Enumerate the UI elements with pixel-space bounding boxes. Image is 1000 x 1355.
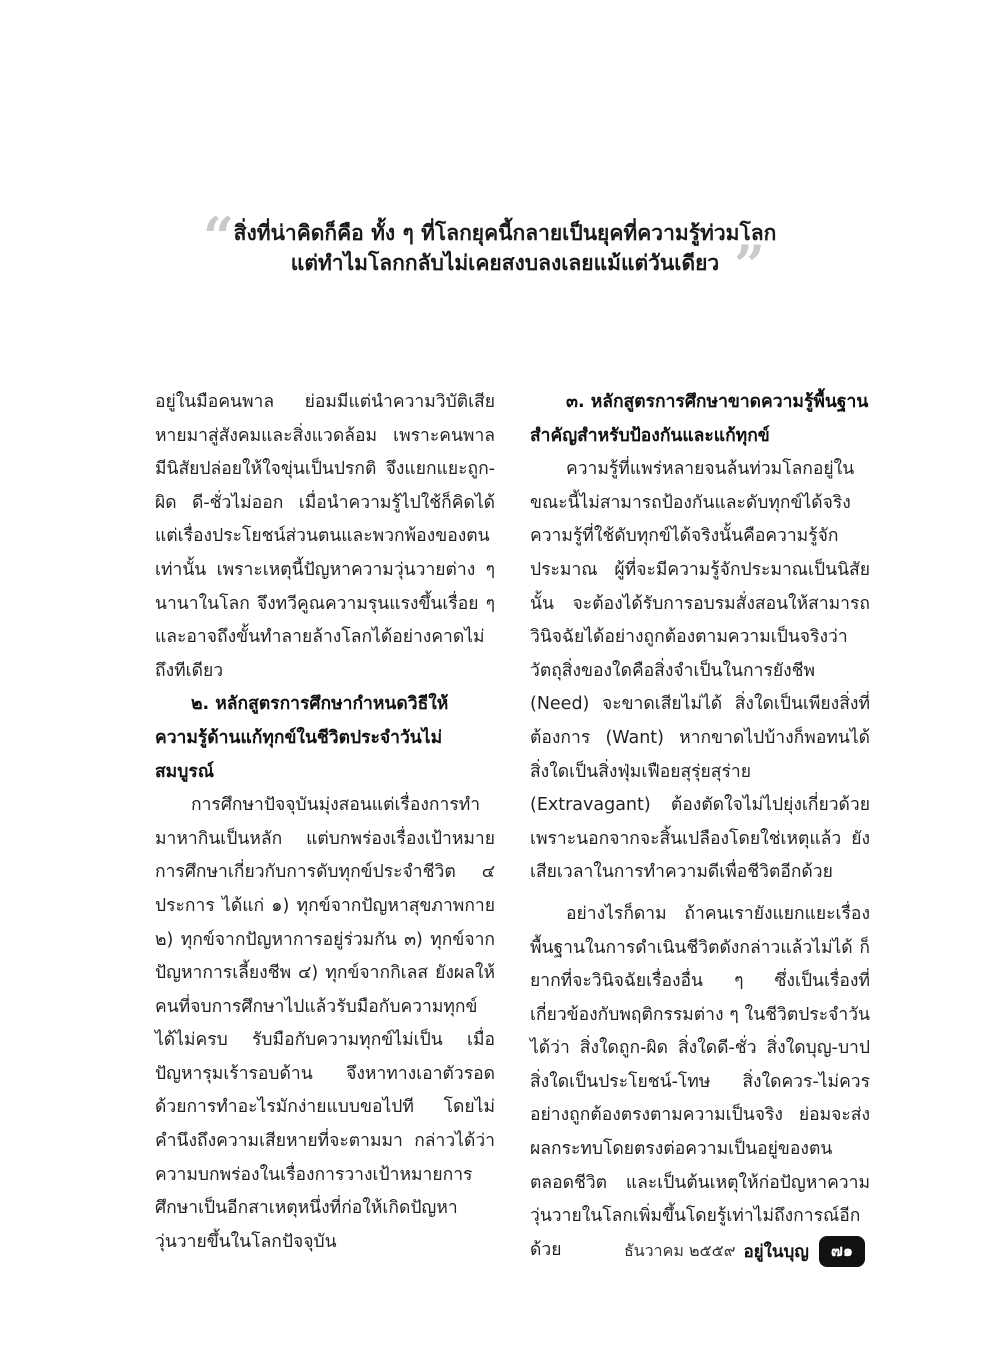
pull-quote-line-1: สิ่งที่น่าคิดก็คือ ทั้ง ๆ ที่โลกยุคนี้กลายเป็นยุคที่ความรู้ท่วมโลก: [233, 221, 777, 245]
section-2-heading: [155, 688, 495, 789]
page-footer: [560, 1233, 865, 1269]
close-quote-mark: ”: [733, 233, 765, 297]
issue-date: ธันวาคม ๒๕๕๙: [623, 1240, 736, 1260]
pull-quote-line-2-text: แต่ทำไมโลกกลับไม่เคยสงบลงเลยแม้แต่วันเดียว: [290, 251, 720, 275]
open-quote-mark: “: [203, 205, 235, 269]
page-number: ๗๑: [819, 1236, 865, 1267]
section-3-heading-line-1: ๓. หลักสูตรการศึกษาขาดความรู้พื้นฐาน: [566, 392, 869, 412]
pull-quote: [195, 205, 815, 297]
left-paragraph-2: การศึกษาปัจจุบันมุ่งสอนแต่เรื่องการทำมาหากินเป็นหลัก แต่บกพร่องเรื่องเป้าหมายการศึกษาเกี่ยวกับการดับทุกข์ประจำชีวิต ๔ ประการ ได้แก่ ๑) ทุกข์จากปัญหาสุขภาพกาย ๒) ทุกข์จากปัญหาการอยู่ร่วมกัน ๓) ทุกข์จากปัญหาการเลี้ยงชีพ ๔) ทุกข์จากกิเลส ยังผลให้คนที่จบการศึกษาไปแล้วรับมือกับความทุกข์ได้ไม่ครบ รับมือกับความทุกข์ไม่เป็น เมื่อปัญหารุมเร้ารอบด้าน จึงหาทางเอาตัวรอดด้วยการทำอะไรมักง่ายแบบขอไปที โดยไม่คำนึงถึงความเสียหายที่จะตามมา กล่าวได้ว่า ความบกพร่องในเรื่องการวางเป้าหมายการศึกษาเป็นอีกสาเหตุหนึ่งที่ก่อให้เกิดปัญหาวุ่นวายขึ้นในโลกปัจจุบัน: [155, 795, 495, 1252]
pull-quote-line-2: [195, 248, 815, 278]
magazine-name: อยู่ในบุญ: [743, 1241, 809, 1262]
section-3-heading: [530, 386, 870, 453]
left-column: [155, 386, 495, 1259]
section-3-heading-line-2: สำคัญสำหรับป้องกันและแก้ทุกข์: [530, 425, 770, 446]
right-paragraph-2: อย่างไรก็ดาม ถ้าคนเรายังแยกแยะเรื่องพื้นฐานในการดำเนินชีวิตดังกล่าวแล้วไม่ได้ ก็ยากที่จะวินิจฉัยเรื่องอื่น ๆ ซึ่งเป็นเรื่องที่เกี่ยวข้องกับพฤติกรรมต่าง ๆ ในชีวิตประจำวัน ได้ว่า สิ่งใดถูก-ผิด สิ่งใดดี-ชั่ว สิ่งใดบุญ-บาป สิ่งใดเป็นประโยชน์-โทษ สิ่งใดควร-ไม่ควร อย่างถูกต้องตรงตามความเป็นจริง ย่อมจะส่งผลกระทบโดยตรงต่อความเป็นอยู่ของตนตลอดชีวิต และเป็นต้นเหตุให้ก่อปัญหาความวุ่นวายในโลกเพิ่มขึ้นโดยรู้เท่าไม่ถึงการณ์อีกด้วย: [530, 903, 870, 1260]
right-column: [530, 386, 870, 1267]
paragraph-gap: [530, 890, 870, 898]
right-paragraph-1: ความรู้ที่แพร่หลายจนล้นท่วมโลกอยู่ในขณะนี้ไม่สามารถป้องกันและดับทุกข์ได้จริง ความรู้ที่ใช้ดับทุกข์ได้จริงนั้นคือความรู้จักประมาณ ผู้ที่จะมีความรู้จักประมาณเป็นนิสัยนั้น จะต้องได้รับการอบรมสั่งสอนให้สามารถวินิจฉัยได้อย่างถูกต้องตามความเป็นจริงว่า วัตถุสิ่งของใดคือสิ่งจำเป็นในการยังชีพ (Need) จะขาดเสียไม่ได้ สิ่งใดเป็นเพียงสิ่งที่ต้องการ (Want) หากขาดไปบ้างก็พอทนได้ สิ่งใดเป็นสิ่งฟุ่มเฟือยสุรุ่ยสุร่าย (Extravagant) ต้องตัดใจไม่ไปยุ่งเกี่ยวด้วย เพราะนอกจากจะสิ้นเปลืองโดยใช่เหตุแล้ว ยังเสียเวลาในการทำความดีเพื่อชีวิตอีกด้วย: [530, 459, 870, 883]
section-2-heading-line-2: ความรู้ด้านแก้ทุกข์ในชีวิตประจำวันไม่สมบูรณ์: [155, 727, 443, 782]
left-paragraph-1: อยู่ในมือคนพาล ย่อมมีแต่นำความวิบัติเสียหายมาสู่สังคมและสิ่งแวดล้อม เพราะคนพาลมีนิสัยปล่อยให้ใจขุ่นเป็นปรกติ จึงแยกแยะถูก-ผิด ดี-ชั่วไม่ออก เมื่อนำความรู้ไปใช้ก็คิดได้แต่เรื่องประโยชน์ส่วนตนและพวกพ้องของตนเท่านั้น เพราะเหตุนี้ปัญหาความวุ่นวายต่าง ๆ นานาในโลก จึงทวีคูณความรุนแรงขึ้นเรื่อย ๆ และอาจถึงขั้นทำลายล้างโลกได้อย่างคาดไม่ถึงทีเดียว: [155, 392, 495, 681]
section-2-heading-line-1: ๒. หลักสูตรการศึกษากำหนดวิธีให้: [191, 694, 449, 715]
